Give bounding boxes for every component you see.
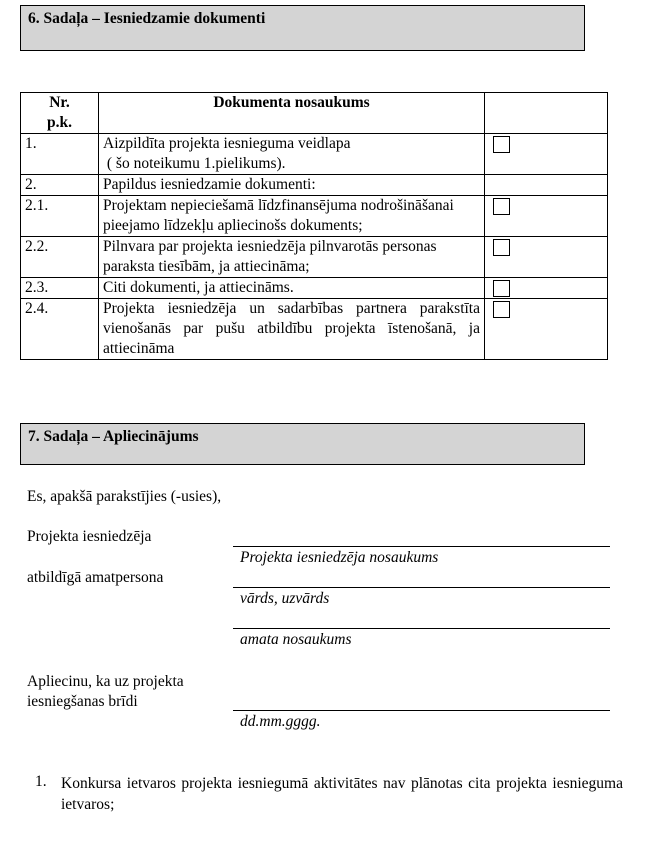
row-number: 2. (21, 175, 99, 196)
confirm-label-line2: iesniegšanas brīdi (27, 693, 138, 710)
name-surname-caption: vārds, uzvārds (240, 590, 330, 607)
confirm-label (27, 672, 184, 712)
row-document-text: Citi dokumenti, ja attiecināms. (103, 279, 294, 296)
confirm-label-line1: Apliecinu, ka uz projekta (27, 673, 184, 690)
row-number: 2.3. (21, 278, 99, 299)
row-check-cell (485, 237, 608, 278)
row-check-cell (485, 175, 608, 196)
name-surname-line[interactable] (233, 587, 610, 588)
row-document-name (99, 196, 485, 237)
table-row (21, 299, 608, 360)
document-checkbox[interactable] (493, 239, 510, 256)
section-6-title: 6. Sadaļa – Iesniedzamie dokumenti (28, 10, 266, 27)
row-document-text: Papildus iesniedzamie dokumenti: (103, 176, 316, 193)
position-line[interactable] (233, 628, 610, 629)
header-check (485, 93, 608, 134)
row-check-cell (485, 299, 608, 360)
document-checkbox[interactable] (493, 136, 510, 153)
applicant-name-caption: Projekta iesniedzēja nosaukums (240, 549, 439, 566)
section-7-header (20, 423, 585, 465)
table-row (21, 237, 608, 278)
row-document-text: Aizpildīta projekta iesnieguma veidlapa (103, 135, 351, 152)
position-caption: amata nosaukums (240, 631, 352, 648)
header-name (99, 93, 485, 134)
row-number: 2.2. (21, 237, 99, 278)
row-document-text: Projekta iesniedzēja un sadarbības partnera parakstīta vienošanās par pušu atbildību projekta īstenošanā, ja attiecināma (103, 300, 484, 357)
table-row (21, 134, 608, 175)
row-check-cell (485, 134, 608, 175)
row-check-cell (485, 278, 608, 299)
documents-table (20, 92, 608, 360)
table-row (21, 196, 608, 237)
row-document-text: ( šo noteikumu 1.pielikums). (103, 155, 286, 172)
official-label: atbildīgā amatpersona (27, 569, 164, 586)
applicant-label: Projekta iesniedzēja (27, 528, 152, 545)
row-document-name (99, 134, 485, 175)
table-row (21, 278, 608, 299)
row-document-name (99, 237, 485, 278)
header-name-label: Dokumenta nosaukums (213, 94, 370, 111)
section-7-title: 7. Sadaļa – Apliecinājums (28, 428, 199, 445)
document-checkbox[interactable] (493, 198, 510, 215)
header-nr (21, 93, 99, 134)
list-item-text: Konkursa ietvaros projekta iesniegumā aktivitātes nav plānotas cita projekta iesnieguma ietvaros; (61, 775, 623, 813)
row-document-text: Pilnvara par projekta iesniedzēja pilnvarotās personas paraksta tiesībām, ja attiecināma; (103, 238, 441, 275)
row-document-text: Projektam nepieciešamā līdzfinansējuma nodrošināšanai pieejamo līdzekļu apliecinošs dokuments; (103, 197, 458, 234)
row-check-cell (485, 196, 608, 237)
row-number: 1. (21, 134, 99, 175)
list-item (35, 773, 623, 815)
row-number: 2.4. (21, 299, 99, 360)
section-6-header (20, 5, 585, 51)
table-header-row (21, 93, 608, 134)
header-nr-label: Nr. p.k. (47, 94, 72, 131)
row-document-name (99, 175, 485, 196)
intro-text: Es, apakšā parakstījies (-usies), (27, 488, 222, 505)
date-caption: dd.mm.gggg. (240, 713, 321, 730)
document-checkbox[interactable] (493, 301, 510, 318)
table-row (21, 175, 608, 196)
row-document-name (99, 278, 485, 299)
date-line[interactable] (233, 710, 610, 711)
document-checkbox[interactable] (493, 280, 510, 297)
applicant-name-line[interactable] (233, 546, 610, 547)
list-item-number: 1. (35, 773, 47, 790)
row-document-name (99, 299, 485, 360)
row-number: 2.1. (21, 196, 99, 237)
